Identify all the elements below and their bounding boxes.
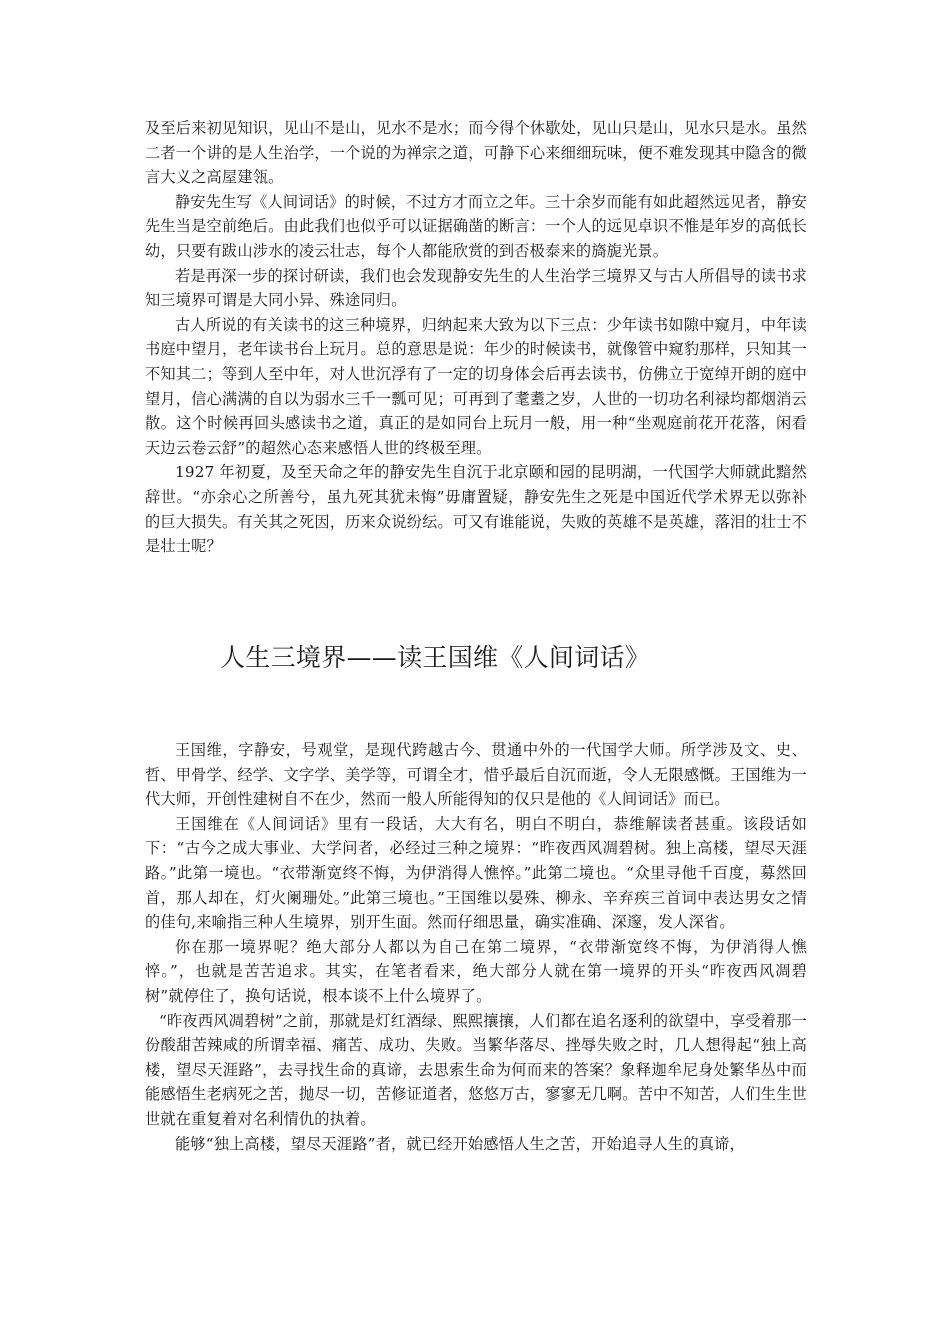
paragraph: 静安先生写《人间词话》的时候，不过方才而立之年。三十余岁而能有如此超然远见者，静安先生当是空前绝后。由此我们也似乎可以证据确凿的断言：一个人的远见卓识不惟是年岁的高低长幼，只要有跋山涉水的凌云壮志，每个人都能欣赏的到否极泰来的旖旎光景。 bbox=[145, 192, 807, 260]
paragraph: 王国维，字静安，号观堂，是现代跨越古今、贯通中外的一代国学大师。所学涉及文、史、哲、甲骨学、经学、文字学、美学等，可谓全才，惜乎最后自沉而逝，令人无限感慨。王国维为一代大师，开创性建树自不在少，然而一般人所能得知的仅只是他的《人间词话》而已。 bbox=[145, 741, 807, 809]
paragraph: 王国维在《人间词话》里有一段话，大大有名，明白不明白，恭维解读者甚重。该段话如下：“古今之成大事业、大学问者，必经过三种之境界：“昨夜西风凋碧树。独上高楼，望尽天涯路。”此第一境也。“衣带渐宽终不悔，为伊消得人憔悴。”此第二境也。“众里寻他千百度，募然回首，那人却在，灯火阑珊处。”此第三境也。”王国维以晏殊、柳永、辛弃疾三首词中表达男女之情的佳句,来喻指三种人生境界，别开生面。然而仔细思量，确实准确、深邃，发人深省。 bbox=[145, 814, 807, 932]
paragraph: 及至后来初见知识，见山不是山，见水不是水；而今得个休歇处，见山只是山，见水只是水。虽然二者一个讲的是人生治学，一个说的为禅宗之道，可静下心来细细玩味，便不难发现其中隐含的微言大义之高屋建瓴。 bbox=[145, 119, 807, 187]
article-body bbox=[145, 738, 807, 1156]
paragraph: 1927 年初夏，及至天命之年的静安先生自沉于北京颐和园的昆明湖，一代国学大师就此黯然辞世。“亦余心之所善兮，虽九死其犹未悔”毋庸置疑，静安先生之死是中国近代学术界无以弥补的巨大损失。有关其之死因，历来众说纷纭。可又有谁能说，失败的英雄不是英雄，落泪的壮士不是壮士呢？ bbox=[145, 463, 807, 556]
essay-continuation bbox=[145, 116, 807, 559]
paragraph: “昨夜西风凋碧树”之前，那就是灯红酒绿、熙熙攘攘，人们都在追名逐利的欲望中，享受着那一份酸甜苦辣咸的所谓幸福、痛苦、成功、失败。当繁华落尽、挫辱失败之时，几人想得起“独上高楼，望尽天涯路”，去寻找生命的真谛，去思索生命为何而来的答案？象释迦牟尼身处繁华丛中而能感悟生老病死之苦，抛尽一切，苦修证道者，悠悠万古，寥寥无几啊。苦中不知苦，人们生生世世就在重复着对名利情仇的执着。 bbox=[145, 1011, 807, 1128]
paragraph: 能够“独上高楼，望尽天涯路”者，就已经开始感悟人生之苦，开始追寻人生的真谛， bbox=[175, 1134, 745, 1153]
paragraph: 古人所说的有关读书的这三种境界，归纳起来大致为以下三点：少年读书如隙中窥月，中年读书庭中望月，老年读书台上玩月。总的意思是说：年少的时候读书，就像管中窥豹那样，只知其一不知其二；等到人至中年，对人世沉浮有了一定的切身体会后再去读书，仿佛立于宽绰开朗的庭中望月，信心满满的自以为弱水三千一瓢可见；可再到了耄耋之岁，人世的一切功名利禄均都烟消云散。这个时候再回头感读书之道，真正的是如同台上玩月一般，用一种“坐观庭前花开花落，闲看天边云卷云舒”的超然心态来感悟人世的终极至理。 bbox=[145, 315, 807, 457]
paragraph: 若是再深一步的探讨研读，我们也会发现静安先生的人生治学三境界又与古人所倡导的读书求知三境界可谓是大同小异、殊途同归。 bbox=[145, 266, 807, 310]
paragraph: 你在那一境界呢？绝大部分人都以为自己在第二境界，“衣带渐宽终不悔，为伊消得人憔悴。”，也就是苦苦追求。其实，在笔者看来，绝大部分人就在第一境界的开头“昨夜西风凋碧树”就停住了，换句话说，根本谈不上什么境界了。 bbox=[145, 937, 807, 1005]
article-title: 人生三境界——读王国维《人间词话》 bbox=[220, 643, 651, 672]
